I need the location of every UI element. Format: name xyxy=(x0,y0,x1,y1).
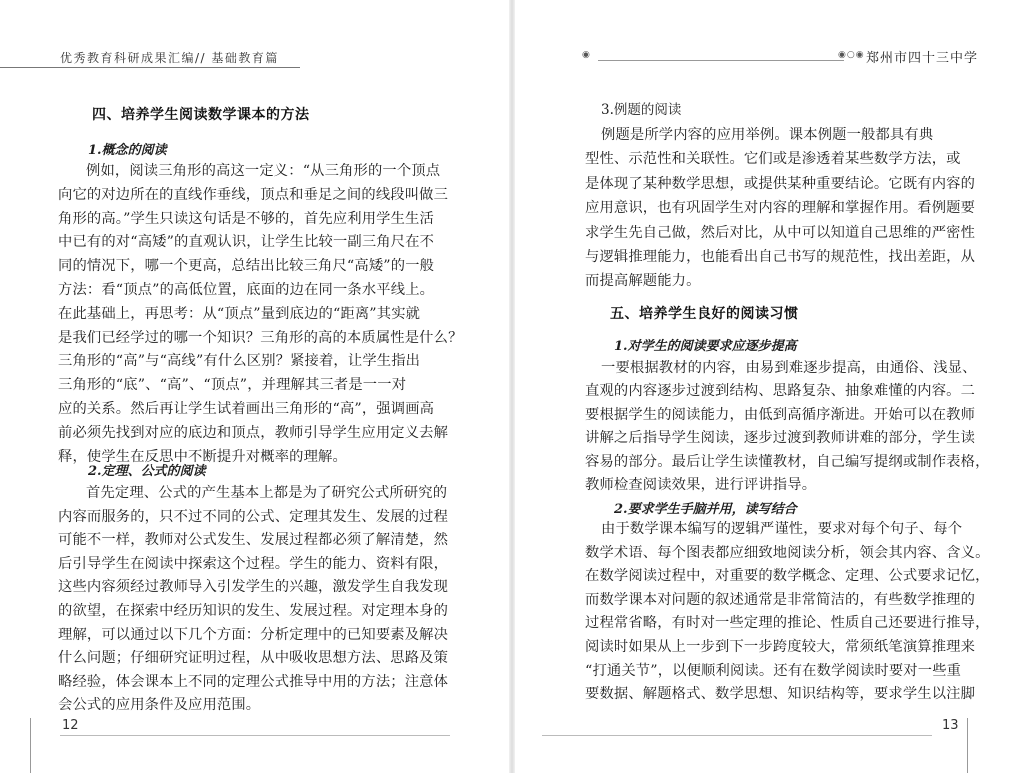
text-line: 要根据学生的阅读能力，由低到高循序渐进。开始可以在教师 xyxy=(585,406,976,423)
text-line: 例如，阅读三角形的高这一定义：“从三角形的一个顶点 xyxy=(86,163,441,179)
text-line: 方法：看“顶点”的高低位置，底面的边在同一条水平线上。 xyxy=(58,282,435,298)
text-line: 一要根据教材的内容，由易到难逐步提高，由通俗、浅显、 xyxy=(601,360,977,376)
text-line: 过程常省略，有时对一些定理的推论、性质自己还要进行推导， xyxy=(585,615,990,632)
text-line: 向它的对边所在的直线作垂线，顶点和垂足之间的线段叫做三 xyxy=(58,186,449,203)
page-edge-mark xyxy=(30,718,31,773)
header-rule xyxy=(598,60,844,61)
text-line: 在此基础上，再思考：从“顶点”量到底边的“距离”其实就 xyxy=(58,305,421,322)
subsection-title-hands-brain: 2.要求学生手脑并用，读写结合 xyxy=(614,502,797,517)
page-edge-mark xyxy=(967,718,968,773)
page-number-left: 12 xyxy=(62,718,79,733)
header-ornament-dots: ◉○◉ xyxy=(838,50,865,60)
text-line: 讲解之后指导学生阅读，逐步过渡到教师讲难的部分，学生读 xyxy=(585,430,976,447)
text-line: 阅读时如果从上一步到下一步跨度较大，常须纸笔演算推理来 xyxy=(585,639,976,655)
text-line: 这些内容须经过教师导入引发学生的兴趣，激发学生自我发现 xyxy=(58,579,449,596)
text-line: 直观的内容逐步过渡到结构、思路复杂、抽象难懂的内容。二 xyxy=(585,383,976,400)
right-page xyxy=(512,0,1024,773)
text-line: 而提高解题能力。 xyxy=(585,273,701,290)
text-line: 三角形的“底”、“高”、“顶点”，并理解其三者是一一对 xyxy=(58,377,407,394)
text-line: 略经验，体会课本上不同的定理公式推导中用的方法；注意体 xyxy=(58,673,449,690)
text-line: 是体现了某种数学思想，或提供某种重要结论。它既有内容的 xyxy=(585,175,976,192)
header-ornament-dot: ◉ xyxy=(582,50,590,60)
text-line: 前必须先找到对应的底边和顶点，教师引导学生应用定义去解 xyxy=(58,424,449,441)
header-rule xyxy=(0,67,300,68)
text-line: 求学生先自己做，然后对比，从中可以知道自己思维的严密性 xyxy=(585,224,976,241)
text-line: 是我们已经学过的哪一个知识？三角形的高的本质属性是什么？ xyxy=(58,329,463,346)
text-line: 要数据、解题格式、数学思想、知识结构等，要求学生以注脚 xyxy=(585,686,976,703)
text-line: 而数学课本对问题的叙述通常是非常简洁的，有些数学推理的 xyxy=(585,591,976,608)
text-line: 应的关系。然后再让学生试着画出三角形的“高”，强调画高 xyxy=(58,401,435,417)
text-line: “打通关节”，以便顺利阅读。还有在数学阅读时要对一些重 xyxy=(585,662,962,679)
text-line: 中已有的对“高矮”的直观认识，让学生比较一副三角尺在不 xyxy=(58,234,435,251)
footer-rule xyxy=(542,735,932,736)
text-line: 与逻辑推理能力，也能看出自己书写的规范性，找出差距，从 xyxy=(585,249,976,265)
text-line: 会公式的应用条件及应用范围。 xyxy=(58,697,261,714)
text-line: 同的情况下，哪一个更高，总结出比较三角尺“高矮”的一般 xyxy=(58,258,435,275)
text-line: 由于数学课本编写的逻辑严谨性，要求对每个句子、每个 xyxy=(601,521,963,537)
running-header-school: 郑州市四十三中学 xyxy=(866,51,979,66)
text-line: 释，使学生在反思中不断提升对概率的理解。 xyxy=(58,448,347,465)
text-line: 首先定理、公式的产生基本上都是为了研究公式所研究的 xyxy=(86,485,448,501)
running-header-left: 优秀教育科研成果汇编// 基础教育篇 xyxy=(60,51,279,65)
text-line: 什么问题；仔细研究证明过程，从中吸收思想方法、思路及策 xyxy=(58,650,449,667)
text-line: 内容而服务的，只不过不同的公式、定理其发生、发展的过程 xyxy=(58,508,449,525)
text-line: 型性、示范性和关联性。它们或是渗透着某些数学方法，或 xyxy=(585,151,961,168)
text-line: 后引导学生在阅读中探索这个过程。学生的能力、资料有限， xyxy=(58,555,449,572)
text-line: 角形的高。”学生只读这句话是不够的，首先应利用学生生活 xyxy=(58,210,434,227)
section-title-4: 四、培养学生阅读数学课本的方法 xyxy=(92,107,310,123)
section-title-5: 五、培养学生良好的阅读习惯 xyxy=(610,306,799,322)
text-line: 在数学阅读过程中，对重要的数学概念、定理、公式要求记忆， xyxy=(585,568,990,585)
subsection-title-concept: 1.概念的阅读 xyxy=(88,143,167,158)
subsection-title-example: 3.例题的阅读 xyxy=(601,102,682,118)
text-line: 三角形的“高”与“高线”有什么区别？紧接着，让学生指出 xyxy=(58,353,421,370)
subsection-title-gradual: 1.对学生的阅读要求应逐步提高 xyxy=(614,339,797,354)
text-line: 例题是所学内容的应用举例。课本例题一般都具有典 xyxy=(601,127,934,143)
footer-rule xyxy=(60,735,450,736)
page-number-right: 13 xyxy=(942,718,959,733)
text-line: 的欲望，在探索中经历知识的发生、发展过程。对定理本身的 xyxy=(58,603,449,619)
subsection-title-theorem: 2.定理、公式的阅读 xyxy=(88,464,206,479)
text-line: 可能不一样，教师对公式发生、发展过程都必须了解清楚，然 xyxy=(58,532,449,549)
text-line: 理解，可以通过以下几个方面：分析定理中的已知要素及解决 xyxy=(58,626,449,643)
text-line: 教师检查阅读效果，进行评讲指导。 xyxy=(585,477,817,493)
text-line: 应用意识，也有巩固学生对内容的理解和掌握作用。看例题要 xyxy=(585,200,976,217)
text-line: 数学术语、每个图表都应细致地阅读分析，领会其内容、含义。 xyxy=(585,544,990,561)
text-line: 容易的部分。最后让学生读懂教材，自己编写提纲或制作表格， xyxy=(585,453,990,470)
